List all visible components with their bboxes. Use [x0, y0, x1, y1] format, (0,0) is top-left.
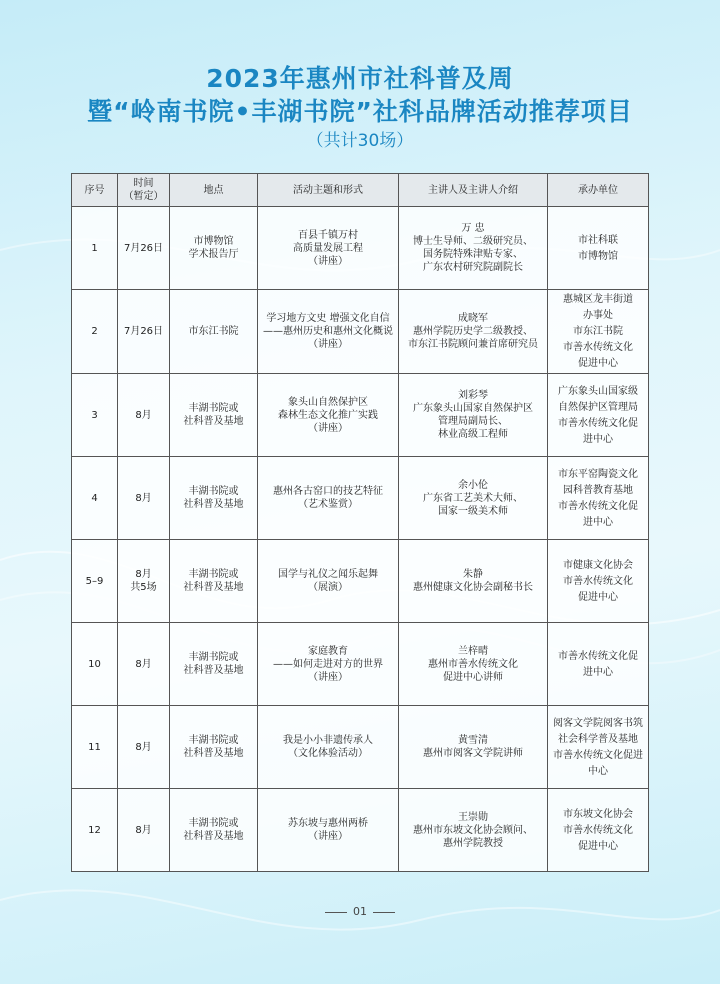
cell-speaker: [399, 374, 548, 457]
cell-host-line: 社会科学普及基地: [558, 733, 638, 745]
cell-host-line: 市东坡文化协会: [563, 808, 633, 820]
cell-speaker: [399, 706, 548, 789]
cell-speaker-line: 林业高级工程师: [438, 429, 508, 440]
header-speaker: 主讲人及主讲人介绍: [399, 174, 548, 207]
cell-place-line: 市博物馆: [193, 236, 234, 247]
header-theme: 活动主题和形式: [258, 174, 399, 207]
cell-speaker-line: 兰梓晴: [458, 645, 488, 657]
cell-place: [170, 789, 258, 872]
cell-host: [548, 540, 649, 623]
cell-theme-line: 家庭教育: [308, 645, 348, 657]
cell-time: [118, 540, 170, 623]
cell-host-line: 市社科联: [578, 234, 618, 246]
cell-speaker-line: 王崇勋: [458, 811, 488, 823]
cell-time-line: 8月: [135, 492, 152, 504]
cell-place: [170, 457, 258, 540]
cell-theme-line: 惠州各古窑口的技艺特征: [273, 486, 383, 497]
header-time-line: （暂定）: [123, 191, 164, 202]
cell-host-line: 中心: [588, 765, 608, 777]
cell-host-line: 市善水传统文化促进: [553, 749, 643, 761]
cell-host-line: 进中心: [583, 516, 613, 528]
activity-table: [71, 173, 649, 872]
cell-host: [548, 290, 649, 374]
cell-no: 2: [72, 290, 118, 374]
cell-no: 10: [72, 623, 118, 706]
cell-place-line: 丰湖书院或: [188, 569, 239, 580]
cell-speaker-line: 国务院特殊津贴专家、: [423, 249, 523, 260]
header-host: 承办单位: [548, 174, 649, 207]
cell-host-line: 市善水传统文化: [563, 342, 633, 353]
cell-host-line: 市博物馆: [578, 250, 618, 262]
cell-time-line: 共5场: [130, 582, 157, 593]
cell-place-line: 社科普及基地: [183, 416, 244, 427]
cell-place-line: 社科普及基地: [183, 499, 244, 510]
cell-host: [548, 789, 649, 872]
cell-theme-line: （展演）: [308, 582, 348, 593]
cell-place-line: 市东江书院: [188, 326, 239, 337]
cell-time-line: 7月26日: [123, 326, 164, 337]
cell-host-line: 市善水传统文化: [563, 824, 633, 836]
footer-dash-right: [373, 912, 395, 913]
cell-place-line: 学术报告厅: [188, 249, 239, 260]
cell-host-line: 自然保护区管理局: [558, 401, 638, 413]
cell-theme: [258, 789, 399, 872]
cell-speaker-line: 刘彩琴: [458, 390, 488, 401]
cell-host-line: 进中心: [583, 433, 613, 445]
cell-host-line: 市东江书院: [573, 326, 623, 337]
cell-time: [118, 207, 170, 290]
cell-place-line: 社科普及基地: [183, 582, 244, 593]
table-row: [72, 706, 649, 789]
cell-host-line: 惠城区龙丰街道: [563, 294, 633, 305]
cell-time-line: 8月: [135, 569, 152, 580]
cell-speaker: [399, 290, 548, 374]
cell-speaker-line: 博士生导师、二级研究员、: [413, 236, 533, 247]
page-footer: [0, 905, 720, 918]
cell-place: [170, 374, 258, 457]
header-no: 序号: [72, 174, 118, 207]
page-subtitle: 暨“岭南书院•丰湖书院”社科品牌活动推荐项目: [87, 97, 633, 126]
cell-host-line: 办事处: [583, 310, 613, 321]
page-count-note: （共计30场）: [306, 131, 414, 151]
cell-speaker-line: 管理局副局长、: [438, 416, 508, 427]
header-time: [118, 174, 170, 207]
cell-theme: [258, 540, 399, 623]
cell-place-line: 社科普及基地: [183, 665, 244, 676]
cell-theme-line: 象头山自然保护区: [288, 396, 368, 408]
cell-no: 12: [72, 789, 118, 872]
cell-host: [548, 374, 649, 457]
cell-time: [118, 623, 170, 706]
title-block: [0, 62, 720, 154]
cell-speaker-line: 成晓军: [458, 313, 488, 324]
cell-time: [118, 706, 170, 789]
cell-host-line: 市健康文化协会: [563, 559, 633, 571]
cell-place-line: 丰湖书院或: [188, 486, 239, 497]
cell-speaker-line: 惠州学院教授: [443, 837, 503, 849]
cell-theme-line: 百县千镇万村: [298, 229, 358, 241]
cell-speaker: [399, 540, 548, 623]
cell-theme: [258, 290, 399, 374]
cell-speaker-line: 惠州学院历史学二级教授、: [413, 326, 533, 337]
table-body: [72, 207, 649, 872]
cell-host: [548, 623, 649, 706]
footer-dash-left: [325, 912, 347, 913]
cell-speaker-line: 广东农村研究院副院长: [423, 262, 523, 273]
cell-place: [170, 540, 258, 623]
table-row: [72, 207, 649, 290]
cell-time-line: 8月: [135, 824, 152, 836]
cell-host-line: 进中心: [583, 666, 613, 678]
cell-place: [170, 290, 258, 374]
cell-time-line: 8月: [135, 741, 152, 753]
cell-theme: [258, 623, 399, 706]
cell-time-line: 8月: [135, 658, 152, 670]
cell-speaker-line: 惠州市阅客文学院讲师: [423, 748, 523, 759]
cell-host-line: 市善水传统文化促: [558, 650, 638, 662]
cell-place-line: 丰湖书院或: [188, 735, 239, 746]
cell-host-line: 市善水传统文化促: [558, 417, 638, 429]
cell-host-line: 市善水传统文化促: [558, 500, 638, 512]
table-row: [72, 540, 649, 623]
cell-place-line: 社科普及基地: [183, 831, 244, 842]
cell-host-line: 促进中心: [578, 591, 618, 603]
cell-speaker-line: 朱静: [463, 569, 483, 580]
cell-theme-line: ——如何走进对方的世界: [273, 658, 383, 670]
cell-theme: [258, 207, 399, 290]
cell-speaker-line: 国家一级美术师: [438, 505, 508, 517]
cell-no: 11: [72, 706, 118, 789]
cell-speaker-line: 广东象头山国家自然保护区: [413, 403, 533, 414]
cell-no: 1: [72, 207, 118, 290]
cell-no: 4: [72, 457, 118, 540]
cell-place: [170, 207, 258, 290]
page-number: 01: [353, 905, 367, 918]
cell-speaker-line: 促进中心讲师: [443, 671, 503, 683]
table-row: [72, 374, 649, 457]
cell-theme-line: 高质量发展工程: [293, 242, 363, 254]
cell-host-line: 促进中心: [578, 358, 618, 369]
cell-host-line: 促进中心: [578, 840, 618, 852]
cell-speaker-line: 惠州健康文化协会副秘书长: [413, 582, 533, 593]
cell-host-line: 阅客文学院阅客书筑: [553, 717, 643, 729]
cell-host-line: 市东平窑陶瓷文化: [558, 468, 638, 480]
cell-host: [548, 207, 649, 290]
cell-time: [118, 290, 170, 374]
cell-theme-line: 我是小小非遗传承人: [283, 735, 373, 746]
cell-speaker: [399, 207, 548, 290]
cell-speaker: [399, 623, 548, 706]
page-title: 2023年惠州市社科普及周: [206, 64, 514, 93]
cell-place: [170, 706, 258, 789]
cell-theme-line: （讲座）: [308, 339, 348, 350]
cell-theme-line: 苏东坡与惠州两桥: [288, 818, 368, 829]
cell-speaker-line: 黄雪清: [458, 735, 488, 746]
cell-theme-line: （讲座）: [308, 422, 348, 434]
cell-time: [118, 457, 170, 540]
cell-host-line: 园科普教育基地: [563, 484, 633, 496]
cell-theme-line: 森林生态文化推广实践: [278, 409, 378, 421]
cell-theme-line: 学习地方文史 增强文化自信: [266, 313, 390, 324]
cell-speaker: [399, 789, 548, 872]
cell-theme-line: （讲座）: [308, 671, 348, 683]
cell-speaker-line: 余小伦: [458, 479, 488, 491]
header-time-line: 时间: [133, 178, 154, 189]
cell-no: 5–9: [72, 540, 118, 623]
cell-theme: [258, 374, 399, 457]
cell-speaker-line: 广东省工艺美术大师、: [423, 492, 523, 504]
cell-place-line: 丰湖书院或: [188, 818, 239, 829]
cell-time-line: 8月: [135, 409, 152, 421]
header-place: 地点: [170, 174, 258, 207]
cell-time: [118, 374, 170, 457]
cell-theme-line: （文化体验活动）: [288, 748, 368, 759]
cell-theme-line: （艺术鉴赏）: [298, 499, 358, 510]
cell-theme-line: ——惠州历史和惠州文化概说: [263, 326, 393, 337]
table-row: [72, 457, 649, 540]
cell-time-line: 7月26日: [123, 242, 164, 254]
cell-theme-line: （讲座）: [308, 831, 348, 842]
cell-speaker-line: 惠州市善水传统文化: [428, 658, 518, 670]
cell-host: [548, 457, 649, 540]
cell-place-line: 社科普及基地: [183, 748, 244, 759]
table-header-row: [72, 174, 649, 207]
table-row: [72, 789, 649, 872]
cell-place-line: 丰湖书院或: [188, 403, 239, 414]
cell-theme: [258, 457, 399, 540]
cell-speaker-line: 万 忠: [461, 223, 485, 234]
table-row: [72, 290, 649, 374]
cell-time: [118, 789, 170, 872]
cell-theme: [258, 706, 399, 789]
cell-theme-line: （讲座）: [308, 255, 348, 267]
cell-speaker-line: 惠州市东坡文化协会顾问、: [413, 824, 533, 836]
cell-host-line: 广东象头山国家级: [558, 385, 638, 397]
table-row: [72, 623, 649, 706]
cell-host-line: 市善水传统文化: [563, 575, 633, 587]
cell-speaker: [399, 457, 548, 540]
cell-place-line: 丰湖书院或: [188, 652, 239, 663]
cell-no: 3: [72, 374, 118, 457]
cell-host: [548, 706, 649, 789]
cell-theme-line: 国学与礼仪之闻乐起舞: [278, 569, 378, 580]
cell-place: [170, 623, 258, 706]
cell-speaker-line: 市东江书院顾问兼首席研究员: [408, 339, 538, 350]
